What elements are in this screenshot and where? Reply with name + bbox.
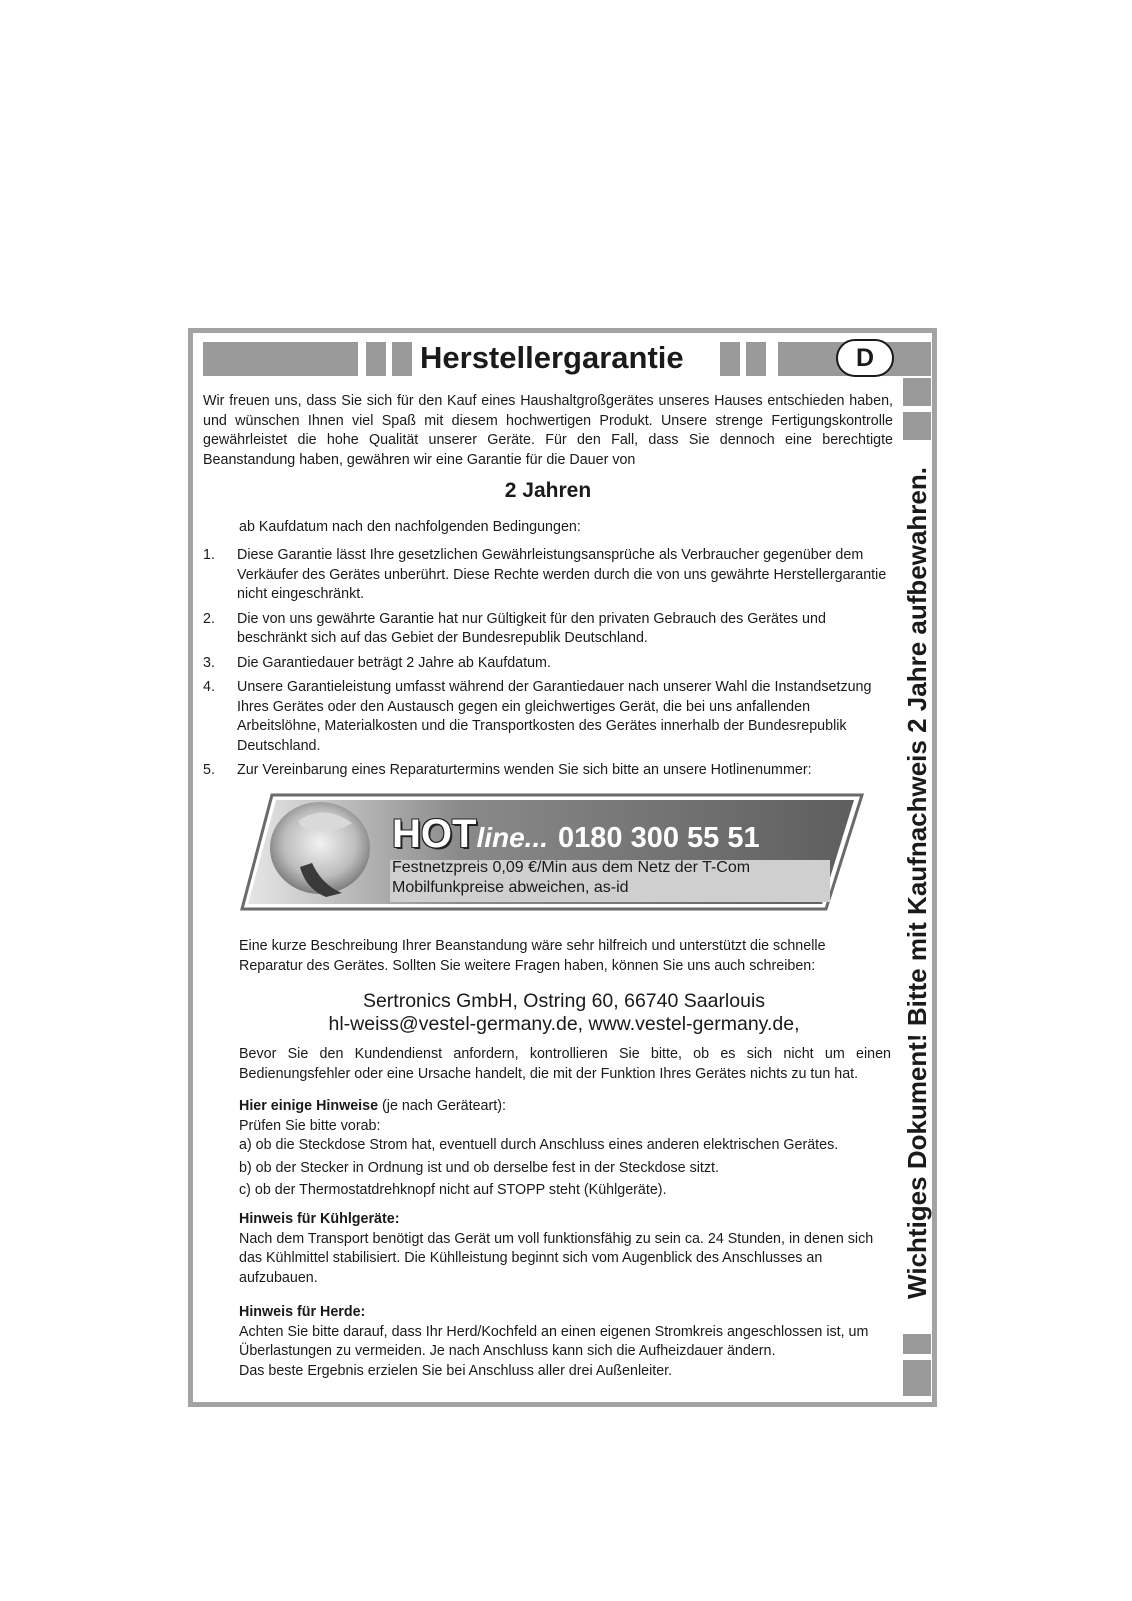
cooling-text: Nach dem Transport benötigt das Gerät um voll funktionsfähig zu sein ca. 24 Stunden, in denen sich das Kühlmittel stabilisiert. Die Kühlleistung beginnt sich vom Augenblick des Anschlusses an aufzubauen. (239, 1230, 874, 1286)
list-item (203, 678, 895, 756)
address-line: Sertronics GmbH, Ostring 60, 66740 Saarlouis (362, 990, 766, 1012)
vertical-notice: Wichtiges Dokument! Bitte mit Kaufnachweis 2 Jahre aufbewahren. (902, 467, 932, 1299)
header-bar-left (203, 342, 358, 376)
address-block (239, 990, 889, 1036)
warranty-duration: 2 Jahren (504, 479, 592, 502)
header-square (392, 342, 412, 376)
intro-paragraph: Wir freuen uns, dass Sie sich für den Kauf eines Haushaltgroßgerätes unseres Hauses entschieden haben, und wünschen Ihnen viel Spaß mit diesem hochwertigen Produkt. Unsere strenge Fertigungskontrolle gewährleistet die hohe Qualität unserer Geräte. Für den Fall, dass Sie dennoch eine berechtigte Beanstandung haben, gewähren wir eine Garantie für die Dauer von (203, 393, 893, 468)
list-number: 2. (203, 610, 215, 627)
price-line: Festnetzpreis 0,09 €/Min aus dem Netz der T-Com (392, 859, 751, 876)
cooling-heading: Hinweis für Kühlgeräte: (239, 1211, 400, 1227)
hint-a: a) ob die Steckdose Strom hat, eventuell durch Anschluss eines anderen elektrischen Gerätes. (239, 1137, 839, 1153)
list-number: 4. (203, 679, 215, 695)
price-line: Mobilfunkpreise abweichen, as-id (392, 879, 629, 896)
before-service-paragraph: Bevor Sie den Kundendienst anfordern, kontrollieren Sie bitte, ob es sich nicht um einen Bedienungsfehler oder eine Ursache handelt, die mit der Funktion Ihres Gerätes nichts zu tun hat. (239, 1046, 891, 1082)
stoves-heading: Hinweis für Herde: (239, 1304, 366, 1320)
list-item (203, 654, 895, 674)
list-text: Unsere Garantieleistung umfasst während der Garantiedauer nach unserer Wahl die Instandsetzung Ihres Gerätes oder den Austausch gegen ein gleichwertiges Gerät, die bei uns anfallenden Arbeitslöhne, Materialkosten und die Transportkosten des Gerätes innerhalb der Bundesrepublik Deutschland. (237, 679, 872, 754)
side-square (903, 1360, 931, 1396)
description-paragraph: Eine kurze Beschreibung Ihrer Beanstandung wäre sehr hilfreich und unterstützt die schnelle Reparatur des Gerätes. Sollten Sie weitere Fragen haben, können Sie uns auch schreiben: (239, 938, 826, 974)
country-badge: D (836, 339, 894, 377)
stoves-text-2: Das beste Ergebnis erzielen Sie bei Anschluss aller drei Außenleiter. (239, 1362, 673, 1379)
page-title: Herstellergarantie (420, 340, 684, 375)
hotline-number (392, 812, 862, 856)
hints-block (239, 1097, 899, 1201)
list-text: Zur Vereinbarung eines Reparaturtermins wenden Sie sich bitte an unsere Hotlinenummer: (237, 762, 812, 778)
list-number: 3. (203, 654, 215, 671)
cooling-block (239, 1210, 891, 1288)
conditions-list (203, 546, 895, 786)
list-item (203, 546, 895, 605)
hot-label: HOT (392, 812, 477, 856)
list-number: 1. (203, 547, 215, 563)
side-square (903, 378, 931, 406)
phone-number: 0180 300 55 51 (558, 822, 760, 854)
side-square (903, 1334, 931, 1354)
list-item (203, 761, 895, 781)
header-square (746, 342, 766, 376)
hints-heading: Hier einige Hinweise (239, 1098, 379, 1114)
line-label: line... (476, 822, 549, 853)
header-square (366, 342, 386, 376)
stoves-text: Achten Sie bitte darauf, dass Ihr Herd/Kochfeld an einen eigenen Stromkreis angeschlossen ist, um Überlastungen zu vermeiden. Je nach Anschluss kann sich die Aufheizdauer ändern. (239, 1323, 869, 1359)
header-square (720, 342, 740, 376)
address-contact: hl-weiss@vestel-germany.de, www.vestel-germany.de, (328, 1013, 800, 1035)
list-text: Die von uns gewährte Garantie hat nur Gültigkeit für den privaten Gebrauch des Gerätes und beschränkt sich auf das Gebiet der Bundesrepublik Deutschland. (237, 610, 826, 646)
hint-c: c) ob der Thermostatdrehknopf nicht auf STOPP steht (Kühlgeräte). (239, 1182, 667, 1198)
hints-heading-suffix: (je nach Geräteart): (378, 1098, 506, 1114)
hint-b: b) ob der Stecker in Ordnung ist und ob derselbe fest in der Steckdose sitzt. (239, 1159, 719, 1176)
list-item (203, 610, 895, 649)
conditions-intro: ab Kaufdatum nach den nachfolgenden Bedingungen: (239, 519, 581, 535)
list-number: 5. (203, 762, 215, 778)
stoves-block (239, 1303, 891, 1381)
side-square (903, 412, 931, 440)
list-text: Die Garantiedauer beträgt 2 Jahre ab Kaufdatum. (237, 654, 551, 671)
hints-check: Prüfen Sie bitte vorab: (239, 1117, 381, 1134)
hotline-price (392, 858, 832, 898)
list-text: Diese Garantie lässt Ihre gesetzlichen Gewährleistungsansprüche als Verbraucher gegenüber dem Verkäufer des Gerätes unberührt. Diese Rechte werden durch die von uns gewährte Herstellergarantie nicht eingeschränkt. (237, 547, 887, 602)
